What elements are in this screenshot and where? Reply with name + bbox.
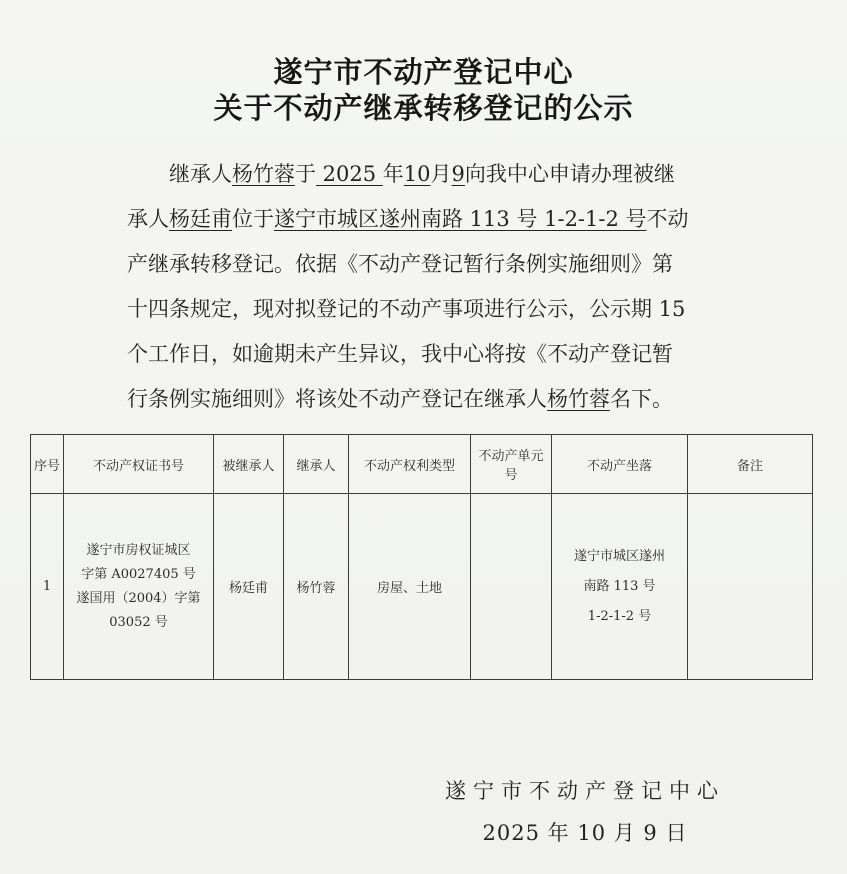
cell-location — [552, 494, 688, 680]
notice-text: 向我中心申请办理被继 — [464, 162, 675, 186]
property-address: 遂宁市城区遂州南路 113 号 1-2-1-2 号 — [274, 207, 647, 231]
notice-line-3: 产继承转移登记。依据《不动产登记暂行条例实施细则》第 — [127, 252, 673, 276]
cell-unit-no — [471, 494, 552, 680]
notice-line-6 — [127, 377, 673, 422]
cert-line: 遂国用（2004）字第 — [76, 590, 201, 606]
notice-text: 承人 — [127, 207, 169, 231]
cell-decedent: 杨廷甫 — [214, 494, 284, 680]
cell-remark — [688, 494, 813, 680]
notice-text: 名下。 — [610, 387, 673, 411]
notice-text: 月 — [430, 162, 452, 186]
header-heir: 继承人 — [284, 435, 349, 494]
decedent-name: 杨廷甫 — [169, 207, 232, 231]
header-right-type: 不动产权利类型 — [349, 435, 471, 494]
notice-text: 位于 — [232, 207, 274, 231]
header-remark: 备注 — [688, 435, 813, 494]
cell-right-type: 房屋、土地 — [349, 494, 471, 680]
title-line-2: 关于不动产继承转移登记的公示 — [213, 91, 634, 125]
notice-text: 行条例实施细则》将该处不动产登记在继承人 — [127, 387, 547, 411]
location-line: 1-2-1-2 号 — [587, 608, 652, 624]
cert-line: 遂宁市房权证城区 — [86, 542, 191, 558]
cert-line: 03052 号 — [109, 614, 168, 630]
cell-seq: 1 — [31, 494, 64, 680]
location-line: 南路 113 号 — [583, 578, 656, 594]
cell-cert-no — [64, 494, 214, 680]
header-decedent: 被继承人 — [214, 435, 284, 494]
header-location: 不动产坐落 — [552, 435, 688, 494]
table-row — [31, 494, 813, 680]
header-unit-no: 不动产单元号 — [471, 435, 552, 494]
notice-text: 年 — [382, 162, 404, 186]
notice-text: 于 — [295, 162, 316, 186]
notice-line-1 — [169, 152, 675, 197]
header-seq: 序号 — [31, 435, 64, 494]
apply-month: 10 — [403, 162, 431, 186]
heir-name: 杨竹蓉 — [232, 162, 295, 186]
cert-line: 字第 A0027405 号 — [81, 566, 196, 582]
issue-date: 2025 年 10 月 9 日 — [482, 821, 688, 845]
location-line: 遂宁市城区遂州 — [573, 548, 665, 564]
notice-line-2 — [127, 197, 689, 242]
apply-day: 9 — [451, 162, 465, 186]
notice-text: 继承人 — [169, 162, 232, 186]
cell-heir: 杨竹蓉 — [284, 494, 349, 680]
table-header-row — [31, 435, 813, 494]
property-table — [30, 434, 813, 680]
header-cert-no: 不动产权证书号 — [64, 435, 214, 494]
issuer-name: 遂宁市不动产登记中心 — [445, 779, 725, 803]
apply-year: 2025 — [316, 162, 383, 186]
notice-line-4: 十四条规定，现对拟登记的不动产事项进行公示，公示期 15 — [127, 297, 686, 321]
title-line-1: 遂宁市不动产登记中心 — [273, 55, 574, 89]
notice-line-5: 个工作日，如逾期未产生异议，我中心将按《不动产登记暂 — [127, 342, 673, 366]
notice-text: 不动 — [646, 207, 689, 231]
heir-name: 杨竹蓉 — [547, 387, 610, 411]
